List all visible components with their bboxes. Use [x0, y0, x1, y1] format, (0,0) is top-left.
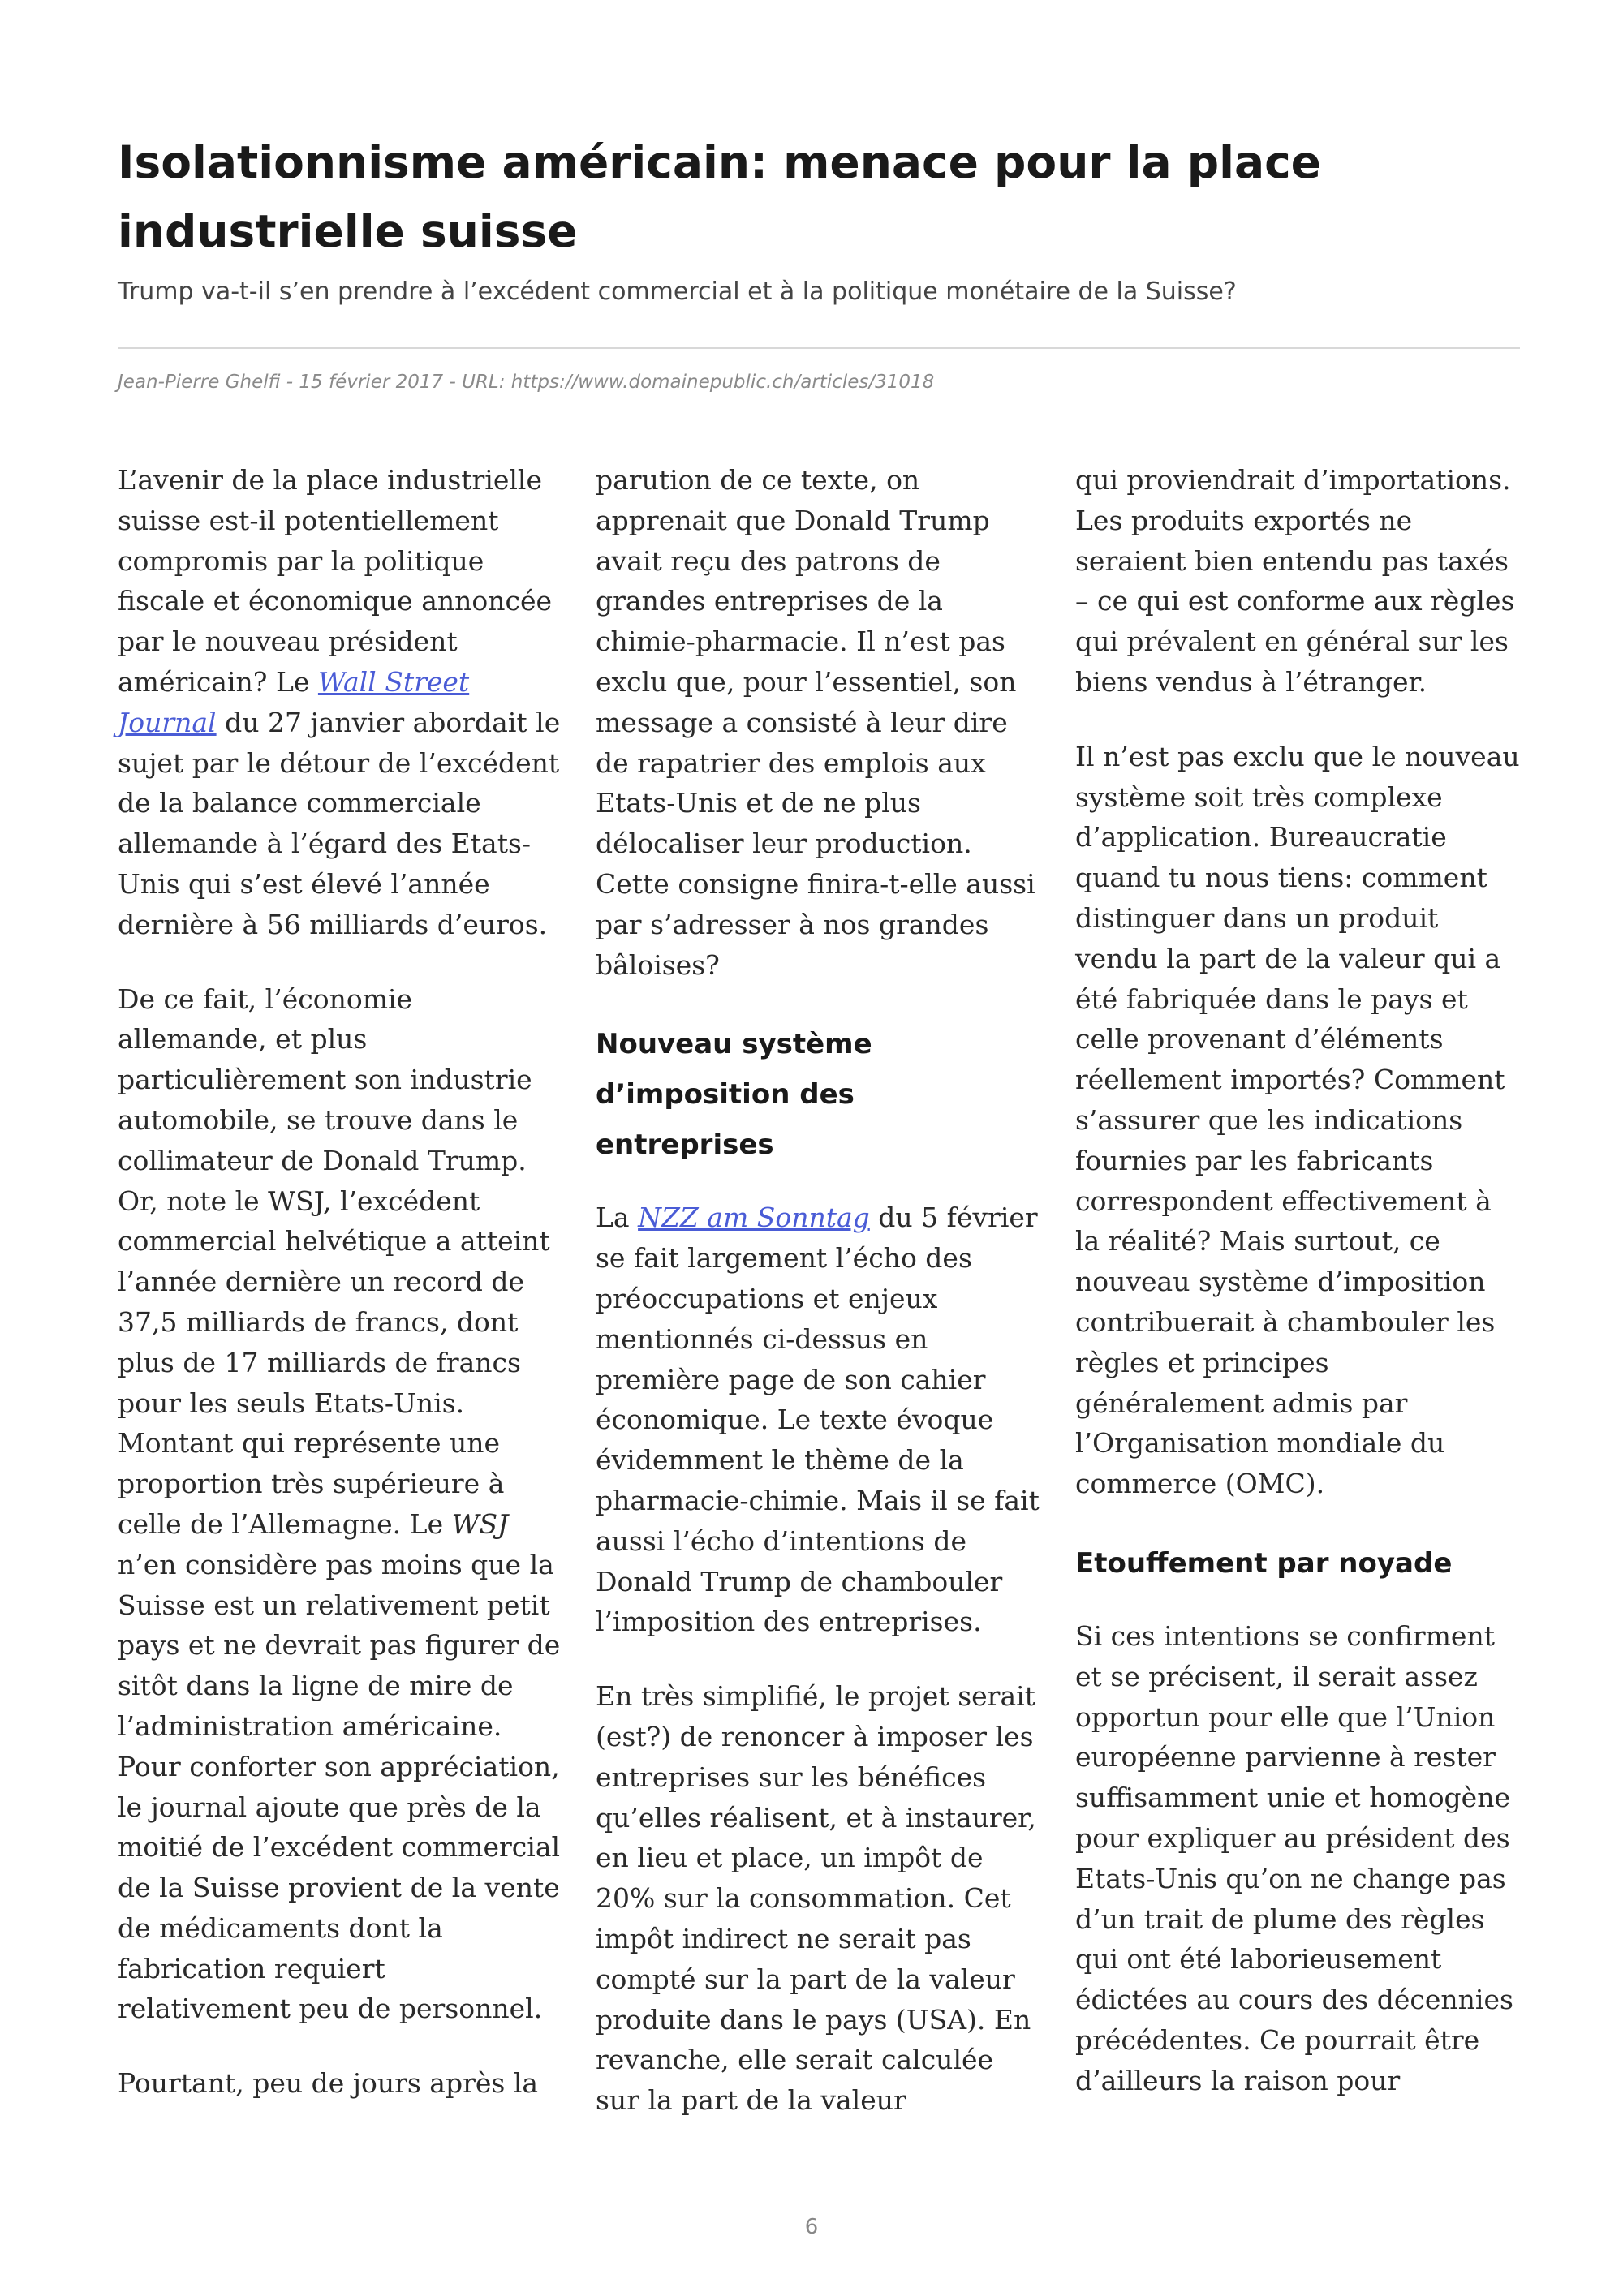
- section-heading-nouveau-systeme: Nouveau système d’imposition des entreprises: [596, 1028, 872, 1162]
- paragraph-text: L’avenir de la place industrielle suisse est-il potentiellement compromis par la politique fiscale et économique annoncée par le nouveau président américain? Le: [118, 464, 553, 698]
- paragraph-text: n’en considère pas moins que la Suisse est un relativement petit pays et ne devrait pas figurer de sitôt dans la ligne de mire de l’administration américaine. Pour conforter son appréciation, le journal ajoute que près de la moitié de l’excédent commercial de la Suisse provient de la vente de médicaments dont la fabrication requiert relativement peu de personnel.: [118, 1548, 561, 2025]
- paragraph: Pourtant, peu de jours après la: [118, 2067, 539, 2100]
- text-column-3: [1075, 460, 1520, 2135]
- nzz-am-sonntag-link[interactable]: NZZ am Sonntag: [638, 1202, 870, 1234]
- paragraph: En très simplifié, le projet serait (est?) de renoncer à imposer les entreprises sur les bénéfices qu’elles réalisent, et à instaurer, en lieu et place, un impôt de 20% sur la consommation. Cet impôt indirect ne serait pas compté sur la part de la valeur produite dans le pays (USA). En revanche, elle serait calculée sur la part de la valeur: [596, 1680, 1036, 2117]
- paragraph: [118, 979, 562, 2030]
- paragraph: Si ces intentions se confirment et se précisent, il serait assez opportun pour elle que l’Union européenne parvienne à rester suffisamment unie et homogène pour expliquer au président des Etats-Unis qu’on ne change pas d’un trait de plume des règles qui ont été laborieusement édictées au cours des décennies précédentes. Ce pourrait être d’ailleurs la raison pour: [1075, 1619, 1513, 2096]
- paragraph: [118, 460, 562, 945]
- article-title: Isolationnisme américain: menace pour la place industrielle suisse: [118, 136, 1321, 257]
- paragraph: parution de ce texte, on apprenait que Donald Trump avait reçu des patrons de grandes entreprises de la chimie-pharmacie. Il n’est pas exclu que, pour l’essentiel, son message a consisté à leur dire de rapatrier des emplois aux Etats-Unis et de ne plus délocaliser leur production. Cette consigne finira-t-elle aussi par s’adresser à nos grandes bâloises?: [596, 464, 1035, 981]
- text-column-1: [118, 460, 562, 2138]
- paragraph-text: De ce fait, l’économie allemande, et plus particulièrement son industrie automobile, se trouve dans le collimateur de Donald Trump. Or, note le WSJ, l’excédent commercial helvétique a atteint l’année dernière un record de 37,5 milliards de francs, dont plus de 17 milliards de francs pour les seuls Etats-Unis. Montant qui représente une proportion très supérieure à celle de l’Allemagne. Le: [118, 982, 550, 1540]
- wsj-italic: WSJ: [451, 1507, 509, 1540]
- paragraph: qui proviendrait d’importations. Les produits exportés ne seraient bien entendu pas taxés – ce qui est conforme aux règles qui prévalent en général sur les biens vendus à l’étranger.: [1075, 464, 1515, 698]
- article-subtitle: Trump va-t-il s’en prendre à l’excédent commercial et à la politique monétaire de la Suisse?: [118, 277, 1237, 306]
- article-byline: Jean-Pierre Ghelfi - 15 février 2017 - URL: https://www.domainepublic.ch/articles/31018: [118, 372, 935, 393]
- page-number: 6: [804, 2215, 819, 2239]
- text-column-2: [596, 460, 1040, 2155]
- paragraph: [596, 1197, 1040, 1642]
- paragraph-text: du 27 janvier abordait le sujet par le détour de l’excédent de la balance commerciale allemande à l’égard des Etats-Unis qui s’est élevé l’année dernière à 56 milliards d’euros.: [118, 706, 561, 940]
- paragraph: Il n’est pas exclu que le nouveau système soit très complexe d’application. Bureaucratie quand tu nous tiens: comment distinguer dans un produit vendu la part de la valeur qui a été fabriquée dans le pays et celle provenant d’éléments réellement importés? Comment s’assurer que les indications fournies par les fabricants correspondent effectivement à la réalité? Mais surtout, ce nouveau système d’imposition contribuerait à chambouler les règles et principes généralement admis par l’Organisation mondiale du commerce (OMC).: [1075, 740, 1520, 1500]
- paragraph-text: La: [596, 1202, 639, 1234]
- paragraph-text: du 5 février se fait largement l’écho des préoccupations et enjeux mentionnés ci-dessus en première page de son cahier économique. Le texte évoque évidemment le thème de la pharmacie-chimie. Mais il se fait aussi l’écho d’intentions de Donald Trump de chambouler l’imposition des entreprises.: [596, 1202, 1040, 1638]
- section-heading-etouffement: Etouffement par noyade: [1075, 1546, 1453, 1580]
- wall-street-journal-link[interactable]: Wall Street Journal: [118, 665, 470, 738]
- header-divider: [118, 347, 1520, 349]
